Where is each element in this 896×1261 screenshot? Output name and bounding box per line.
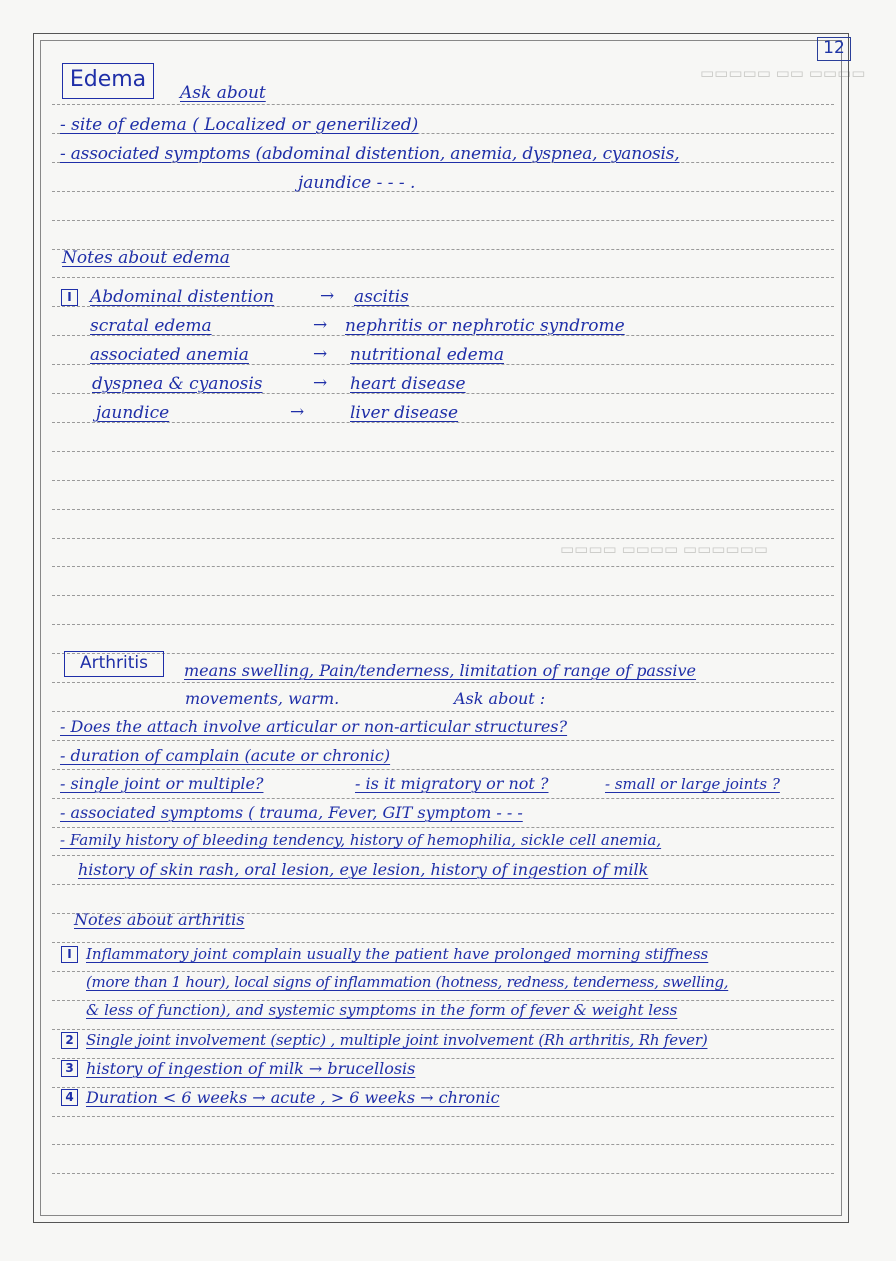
- arthritis-note-line: (more than 1 hour), local signs of inflammation (hotness, redness, tenderness, swelling,: [86, 973, 729, 991]
- ruled-line: [52, 711, 834, 712]
- arthritis-note-line: Inflammatory joint complain usually the patient have prolonged morning stiffness: [86, 945, 709, 963]
- ruled-line: [52, 595, 834, 596]
- edema-note-right: nephritis or nephrotic syndrome: [345, 316, 625, 336]
- ruled-line: [52, 451, 834, 452]
- arrow-icon: →: [313, 373, 328, 393]
- edema-note-right: ascitis: [354, 287, 409, 307]
- edema-title-box: [62, 63, 154, 99]
- edema-note-left: dyspnea & cyanosis: [92, 374, 263, 394]
- ruled-line: [52, 566, 834, 567]
- arthritis-line: - duration of camplain (acute or chronic): [60, 746, 391, 765]
- edema-note-right: liver disease: [350, 403, 459, 423]
- edema-title: Edema: [69, 67, 147, 92]
- arthritis-note-marker: 2: [61, 1032, 78, 1049]
- ruled-line: [52, 624, 834, 625]
- arthritis-ask-about: Ask about :: [454, 689, 546, 708]
- ruled-line: [52, 277, 834, 278]
- edema-note-left: Abdominal distention: [90, 287, 275, 307]
- ruled-line: [52, 1173, 834, 1174]
- arrow-icon: →: [320, 286, 335, 306]
- arthritis-line: history of skin rash, oral lesion, eye lesion, history of ingestion of milk: [78, 860, 649, 879]
- arthritis-note-line: Duration < 6 weeks → acute , > 6 weeks → chronic: [86, 1088, 500, 1107]
- arthritis-notes-heading: Notes about arthritis: [74, 910, 245, 929]
- ruled-line: [52, 942, 834, 943]
- ruled-line: [52, 191, 834, 192]
- arthritis-note-marker: 4: [61, 1089, 78, 1106]
- arthritis-line: - single joint or multiple?: [60, 774, 264, 793]
- ruled-line: [52, 740, 834, 741]
- ruled-line: [52, 827, 834, 828]
- ruled-line: [52, 769, 834, 770]
- arthritis-note-marker: I: [61, 946, 78, 963]
- ruled-line: [52, 1029, 834, 1030]
- ruled-line: [52, 1144, 834, 1145]
- page-number: 12: [817, 37, 851, 61]
- arrow-icon: →: [313, 344, 328, 364]
- ruled-line: [52, 480, 834, 481]
- edema-ask-about: Ask about: [180, 83, 266, 103]
- edema-note-left: associated anemia: [90, 345, 249, 365]
- arthritis-intro: means swelling, Pain/tenderness, limitation of range of passive: [184, 661, 697, 680]
- edema-line: jaundice - - - .: [298, 173, 416, 193]
- arthritis-note-marker: 3: [61, 1060, 78, 1077]
- ruled-line: [52, 855, 834, 856]
- edema-line: - associated symptoms (abdominal distention, anemia, dyspnea, cyanosis,: [60, 144, 680, 164]
- edema-note-right: heart disease: [350, 374, 466, 394]
- edema-line: - site of edema ( Localized or generilized): [60, 115, 419, 135]
- ruled-line: [52, 509, 834, 510]
- edema-note-left: scratal edema: [90, 316, 212, 336]
- show-through-text: ▭▭▭▭▭ ▭▭ ▭▭▭▭: [700, 64, 866, 82]
- edema-note-right: nutritional edema: [350, 345, 504, 365]
- ruled-line: [52, 682, 834, 683]
- arthritis-title: Arthritis: [79, 653, 149, 673]
- arthritis-line: - small or large joints ?: [605, 775, 780, 793]
- edema-notes-heading: Notes about edema: [62, 248, 230, 268]
- arthritis-line: - is it migratory or not ?: [355, 774, 549, 793]
- ruled-line: [52, 798, 834, 799]
- edema-notes-marker: I: [61, 289, 78, 306]
- ruled-line: [52, 104, 834, 105]
- ruled-line: [52, 884, 834, 885]
- arthritis-line: - Family history of bleeding tendency, history of hemophilia, sickle cell anemia,: [60, 831, 662, 849]
- arthritis-intro: movements, warm.: [185, 689, 340, 708]
- ruled-line: [52, 538, 834, 539]
- arthritis-line: - associated symptoms ( trauma, Fever, GIT symptom - - -: [60, 803, 523, 822]
- arrow-icon: →: [313, 315, 328, 335]
- arthritis-title-box: [64, 651, 164, 677]
- show-through-text: ▭▭▭▭ ▭▭▭▭ ▭▭▭▭▭▭: [560, 540, 768, 558]
- arrow-icon: →: [290, 402, 305, 422]
- ruled-line: [52, 220, 834, 221]
- edema-note-left: jaundice: [96, 403, 170, 423]
- ruled-line: [52, 971, 834, 972]
- arthritis-note-line: & less of function), and systemic symptoms in the form of fever & weight less: [86, 1001, 678, 1019]
- arthritis-line: - Does the attach involve articular or non-articular structures?: [60, 717, 568, 736]
- ruled-line: [52, 1116, 834, 1117]
- ruled-line: [52, 653, 834, 654]
- arthritis-note-line: Single joint involvement (septic) , multiple joint involvement (Rh arthritis, Rh fever): [86, 1031, 708, 1049]
- arthritis-note-line: history of ingestion of milk → brucellosis: [86, 1059, 416, 1078]
